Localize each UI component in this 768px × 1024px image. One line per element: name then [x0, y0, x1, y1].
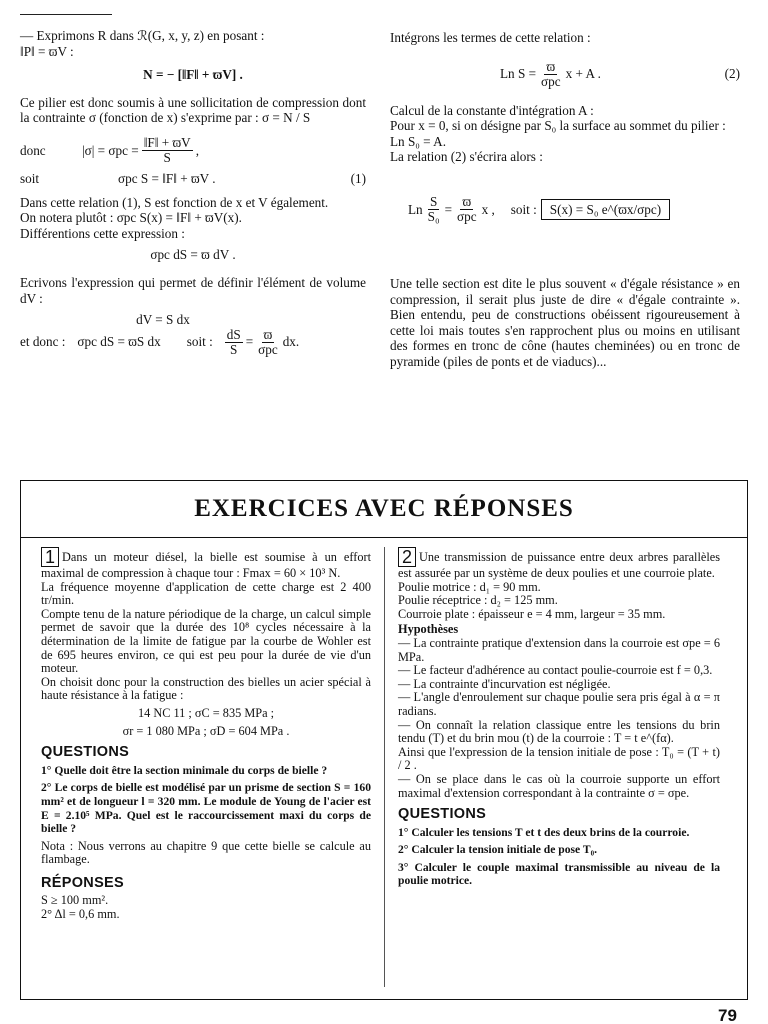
- page-number: 79: [718, 1006, 737, 1024]
- equation-number: (1): [350, 170, 366, 186]
- label: donc: [20, 142, 46, 158]
- hypothesis: — On connaît la relation classique entre les tensions du brin tendu (T) et du brin mou (t) de la courroie : T = t e^(fα).: [398, 717, 720, 746]
- denominator: σpc: [541, 73, 561, 89]
- hypotheses-heading: Hypothèses: [398, 622, 459, 637]
- punct: ,: [195, 142, 199, 158]
- answer: S ≥ 100 mm².: [41, 893, 109, 908]
- question: 3° Calculer le couple maximal transmissible au niveau de la poulie motrice.: [398, 860, 720, 888]
- numerator: ϖ: [462, 193, 472, 209]
- left-column: [20, 28, 366, 357]
- equation-ln: [408, 195, 740, 224]
- nota: Nota : Nous verrons au chapitre 9 que cette bielle se calcule au flambage.: [41, 838, 371, 867]
- equation-number: (2): [724, 66, 740, 82]
- text-line: Différentions cette expression :: [20, 225, 185, 241]
- exercises-title: EXERCICES AVEC RÉPONSES: [194, 495, 574, 522]
- numerator: ϖ: [546, 58, 556, 74]
- operator: =: [245, 334, 254, 350]
- questions-heading: QUESTIONS: [41, 744, 130, 761]
- denominator: σpc: [457, 208, 477, 224]
- reponses-heading: RÉPONSES: [41, 874, 124, 891]
- text-line: Calcul de la constante d'intégration A :: [390, 102, 594, 118]
- text-line: Intégrons les termes de cette relation :: [390, 30, 591, 45]
- label: et donc :: [20, 334, 66, 350]
- text-line: Courroie plate : épaisseur e = 4 mm, largeur = 35 mm.: [398, 606, 666, 621]
- denominator: S: [230, 341, 238, 357]
- equation-soit: [20, 171, 366, 187]
- material-line: σr = 1 080 MPa ; σD = 604 MPa .: [122, 723, 290, 738]
- numerator: dS: [226, 326, 241, 342]
- fraction: [426, 195, 442, 224]
- text-line: — Exprimons R dans ℛ(G, x, y, z) en posant :: [20, 28, 265, 43]
- top-rule: [20, 14, 112, 15]
- equation-rhs: x + A .: [565, 66, 601, 82]
- exercise-number: 2: [398, 547, 416, 567]
- exercises-box: [20, 480, 748, 1000]
- equation: σpc dS = ϖS dx: [77, 334, 161, 350]
- fraction: [256, 328, 280, 357]
- exercise-intro: [41, 547, 371, 581]
- equation: σpc dS = ϖ dV .: [150, 247, 236, 263]
- text-line: Poulie réceptrice : d₂ = 125 mm.: [398, 593, 558, 608]
- exercise-number: 1: [41, 547, 59, 567]
- text-line: ‖P‖ = ϖV :: [20, 43, 74, 59]
- text-line: On notera plutôt : σpc S(x) = ‖F‖ + ϖV(x).: [20, 210, 242, 226]
- label: soit :: [510, 201, 537, 217]
- boxed-equation: S(x) = S₀ e^(ϖx/σpc): [541, 199, 670, 221]
- hypothesis: — La contrainte d'incurvation est négligée.: [398, 676, 611, 691]
- numerator: ϖ: [263, 326, 273, 342]
- equation-2: [390, 60, 740, 89]
- equation: dV = S dx: [136, 312, 190, 328]
- question: 1° Calculer les tensions T et t des deux brins de la courroie.: [398, 825, 690, 839]
- denominator: σpc: [258, 341, 278, 357]
- hypothesis: — On se place dans le cas où la courroie supporte un effort maximal d'extension correspondant à la contrainte σ = σpe.: [398, 771, 720, 800]
- equation-donc: [20, 136, 366, 165]
- fraction: [455, 195, 479, 224]
- paragraph: On choisit donc pour la construction des bielles un acier spécial à haute résistance à la fatigue :: [41, 674, 371, 703]
- text-line: La relation (2) s'écrira alors :: [390, 149, 543, 165]
- paragraph: Compte tenu de la nature périodique de la charge, un calcul simple permet de savoir que la durée des 10⁸ cycles nécessaire à la détermination de la limite de fatigue par la courbe de Wohler est de 695 heures environ, ce qui est peu pour la durée de vie d'un moteur.: [41, 606, 371, 676]
- equation-n: N = − [‖F‖ + ϖV] .: [143, 67, 243, 83]
- hypothesis: Ainsi que l'expression de la tension initiale de pose : T₀ = (T + t) / 2 .: [398, 744, 720, 773]
- column-divider: [384, 547, 385, 987]
- fraction: [142, 136, 193, 165]
- exercise-intro: [398, 547, 720, 581]
- text: dx.: [282, 334, 300, 350]
- operator: =: [444, 201, 453, 217]
- question: 1° Quelle doit être la section minimale du corps de bielle ?: [41, 763, 328, 777]
- question: 2° Le corps de bielle est modélisé par un prisme de section S = 160 mm² et de longueur l = 320 mm. Le module de Young de l'acier est E = 2.10⁵ MPa. Quel est le raccourcissement maxi du corps de bielle ?: [41, 781, 371, 836]
- equation-lhs: |σ| = σpc =: [82, 142, 139, 158]
- fraction: [225, 328, 243, 357]
- exercise-1: [41, 547, 371, 922]
- material-line: 14 NC 11 ; σC = 835 MPa ;: [137, 705, 275, 720]
- text-line: Pour x = 0, si on désigne par S₀ la surface au sommet du pilier : Ln S₀ = A.: [390, 118, 726, 149]
- denominator: S₀: [427, 208, 440, 224]
- question: 2° Calculer la tension initiale de pose T₀.: [398, 843, 597, 857]
- paragraph: Ecrivons l'expression qui permet de définir l'élément de volume dV :: [20, 274, 366, 306]
- denominator: S: [163, 149, 171, 165]
- numerator: ‖F‖ + ϖV: [143, 134, 191, 150]
- label: soit: [20, 170, 40, 186]
- questions-heading: QUESTIONS: [398, 806, 487, 823]
- paragraph: La fréquence moyenne d'application de cette charge est 2 400 tr/min.: [41, 579, 371, 608]
- numerator: S: [429, 193, 438, 209]
- fraction: [539, 60, 563, 89]
- intro-text: Dans un moteur diésel, la bielle est soumise à un effort maximal de compression à chaque tour : Fmax = 60 × 10³ N.: [41, 550, 371, 580]
- hypothesis: — La contrainte pratique d'extension dans la courroie est σpe = 6 MPa.: [398, 635, 720, 664]
- label: soit :: [186, 334, 213, 350]
- operator: Ln: [408, 201, 423, 217]
- right-column: [390, 30, 740, 370]
- hypothesis: — L'angle d'enroulement sur chaque poulie sera pris égal à α = π radians.: [398, 690, 720, 718]
- paragraph: Une telle section est dite le plus souvent « d'égale résistance » en compression, il serait plus juste de dire « d'égale contrainte ». Bien entendu, peu de constructions obéissent rigoureusement à cette loi mais toutes s'en rapprochent plus ou moins en utilisant des formes en tronc de cône (hautes cheminées) ou en tronc de pyramide (piles de ponts et de viaducs)...: [390, 275, 740, 369]
- equation-etdonc: [20, 328, 366, 357]
- exercise-2: [398, 547, 720, 892]
- text-line: Poulie motrice : d₁ = 90 mm.: [398, 579, 541, 594]
- equation: σpc S = ‖F‖ + ϖV .: [118, 170, 216, 186]
- hypothesis: — Le facteur d'adhérence au contact poulie-courroie est f = 0,3.: [398, 663, 713, 678]
- paragraph: Ce pilier est donc soumis à une sollicitation de compression dont la contrainte σ (fonction de x) s'exprime par : σ = N / S: [20, 94, 366, 126]
- text: x ,: [481, 201, 495, 217]
- paragraph: Dans cette relation (1), S est fonction de x et V également.: [20, 194, 329, 210]
- title-rule: [21, 537, 747, 538]
- intro-text: Une transmission de puissance entre deux arbres parallèles est assurée par un système de deux poulies et une courroie plate.: [398, 550, 720, 580]
- answer: 2° Δl = 0,6 mm.: [41, 907, 120, 922]
- equation-lhs: Ln S =: [500, 66, 537, 82]
